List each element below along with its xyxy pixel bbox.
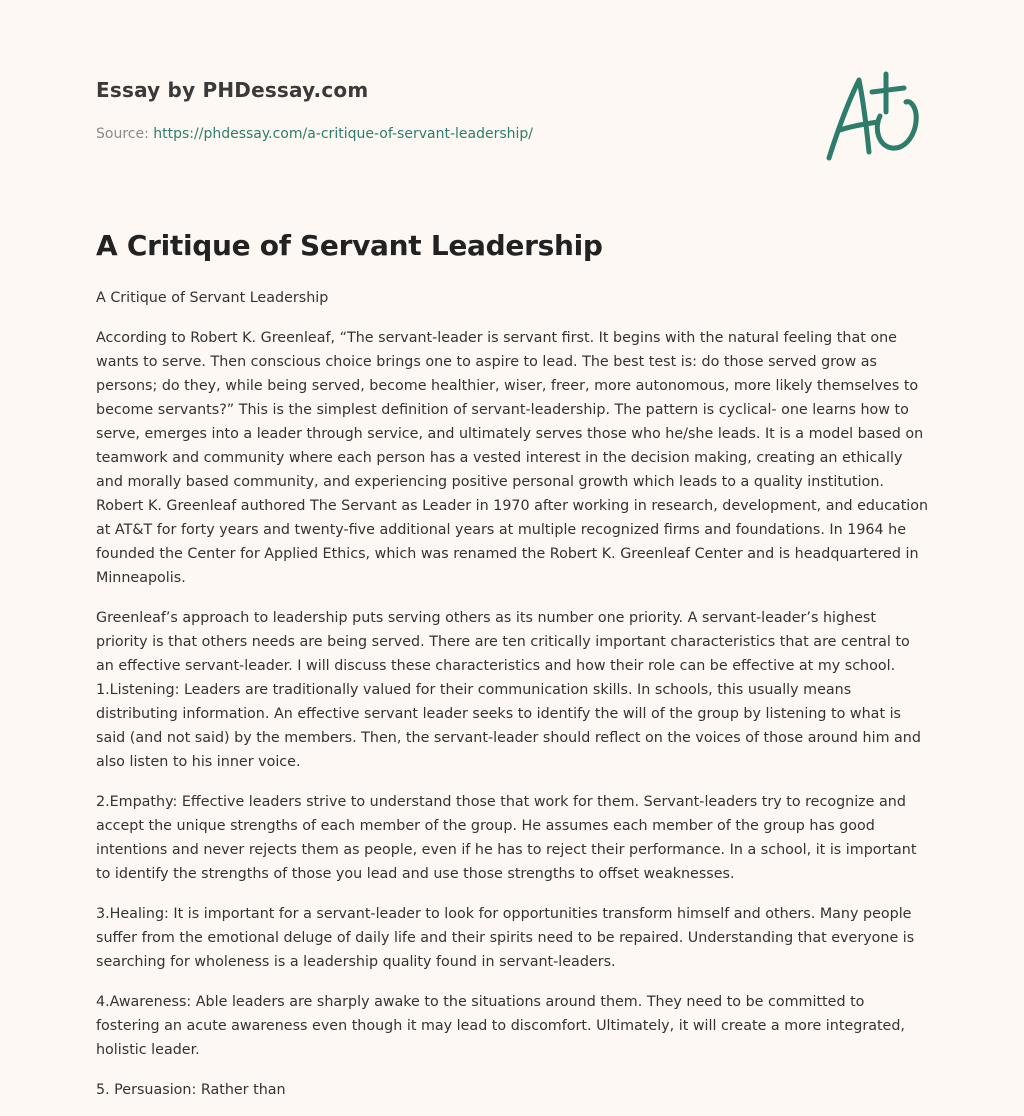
paragraph: Greenleaf’s approach to leadership puts serving others as its number one priority. A servant-leader’s highest priority is that others needs are being served. There are ten critically important characteristics that are central to an effective servant-leader. I will discuss these characteristics and how their role can be effective at my school. 1.Listening: Leaders are traditionally valued for their communication skills. In schools, this usually means distributing information. An effective servant leader seeks to identify the will of the group by listening to what is said (and not said) by the members. Then, the servant-leader should reflect on the voices of those around him and also listen to his inner voice. <box>96 610 921 770</box>
page-title: A Critique of Servant Leadership <box>96 229 603 262</box>
paragraph: 4.Awareness: Able leaders are sharply awake to the situations around them. They need to be committed to fostering an acute awareness even though it may lead to discomfort. Ultimately, it will create a more integrated, holistic leader. <box>96 994 905 1058</box>
paragraph: 5. Persuasion: Rather than <box>96 1082 286 1098</box>
source-link[interactable]: https://phdessay.com/a-critique-of-servant-leadership/ <box>153 126 533 142</box>
source-label: Source: <box>96 126 149 142</box>
document-header <box>96 76 796 144</box>
source-line <box>96 124 796 144</box>
a-plus-logo-icon <box>822 66 932 166</box>
article-subtitle: A Critique of Servant Leadership <box>96 290 329 306</box>
paragraph: According to Robert K. Greenleaf, “The servant-leader is servant first. It begins with the natural feeling that one wants to serve. Then conscious choice brings one to aspire to lead. The best test is: do those served grow as persons; do they, while being served, become healthier, wiser, freer, more autonomous, more likely themselves to become servants?” This is the simplest definition of servant-leadership. The pattern is cyclical- one learns how to serve, emerges into a leader through service, and ultimately serves those who he/she leads. It is a model based on teamwork and community where each person has a vested interest in the decision making, creating an ethically and morally based community, and experiencing positive personal growth which leads to a quality institution. Robert K. Greenleaf authored The Servant as Leader in 1970 after working in research, development, and education at AT&T for forty years and twenty-five additional years at multiple recognized firms and foundations. In 1964 he founded the Center for Applied Ethics, which was renamed the Robert K. Greenleaf Center and is headquartered in Minneapolis. <box>96 330 929 586</box>
paragraph: 2.Empathy: Effective leaders strive to understand those that work for them. Servant-leaders try to recognize and accept the unique strengths of each member of the group. He assumes each member of the group has good intentions and never rejects them as people, even if he has to reject their performance. In a school, it is important to identify the strengths of those you lead and use those strengths to offset weaknesses. <box>96 794 917 882</box>
article <box>96 226 932 1102</box>
brand-title: Essay by PHDessay.com <box>96 78 369 102</box>
paragraph: 3.Healing: It is important for a servant-leader to look for opportunities transform himself and others. Many people suffer from the emotional deluge of daily life and their spirits need to be repaired. Understanding that everyone is searching for wholeness is a leadership quality found in servant-leaders. <box>96 906 915 970</box>
